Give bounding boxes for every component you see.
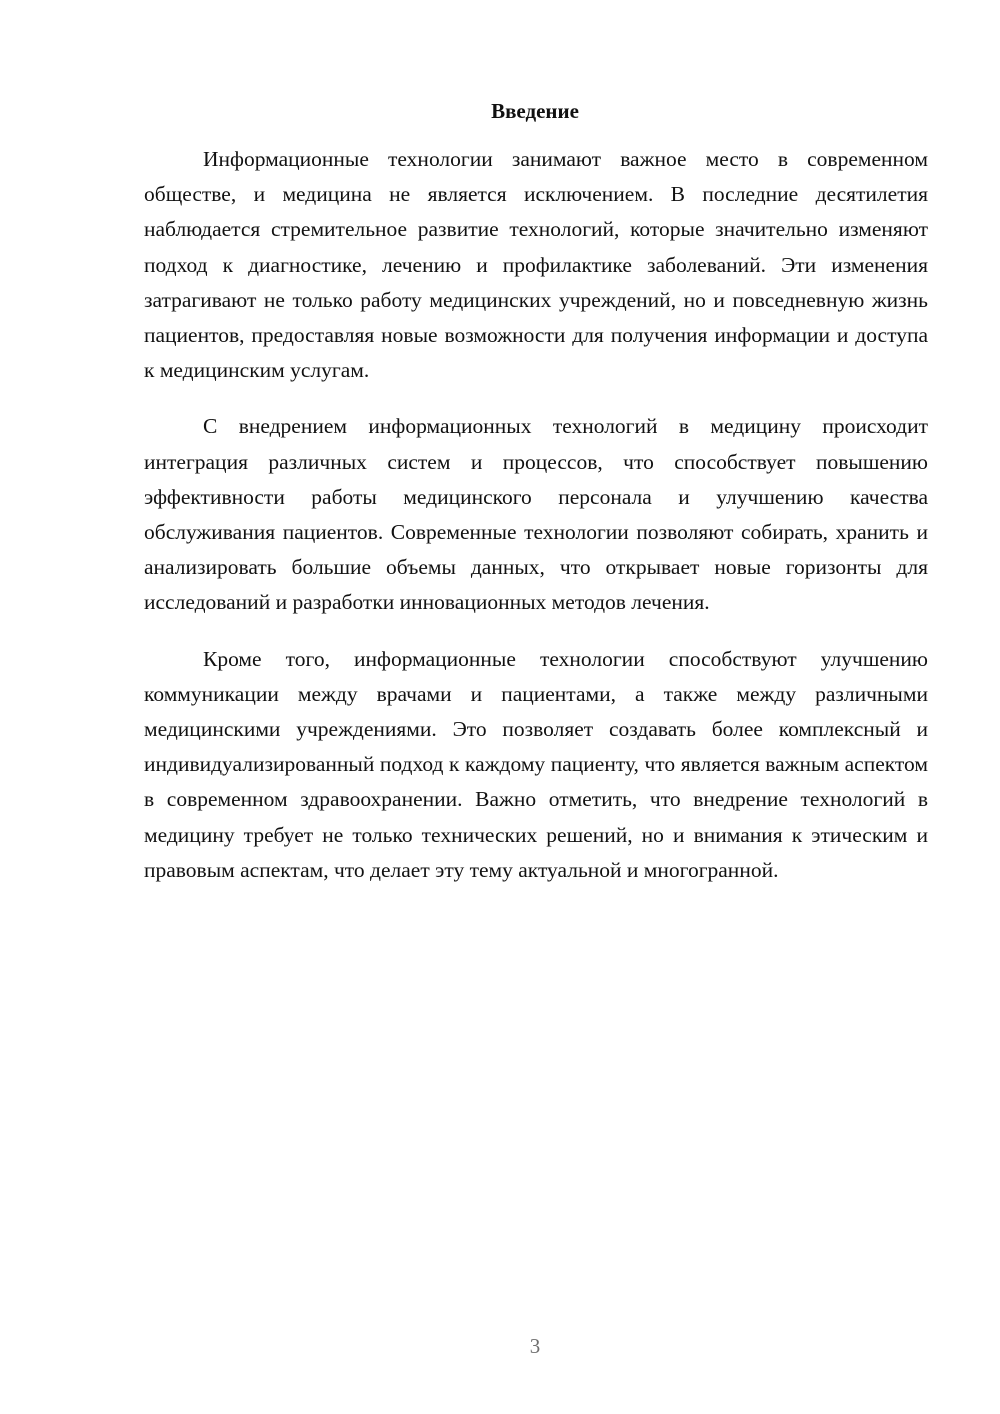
page-number: 3 (529, 1334, 541, 1358)
section-heading: Введение (491, 99, 579, 123)
paragraph-1: Информационные технологии занимают важное место в современном обществе, и медицина не является исключением. В последние десятилетия наблюдается стремительное развитие технологий, которые значительно изменяют подход к диагностике, лечению и профилактике заболеваний. Эти изменения затрагивают не только работу медицинских учреждений, но и повседневную жизнь пациентов, предоставляя новые возможности для получения информации и доступа к медицинским услугам. (144, 147, 928, 383)
body-text (144, 142, 928, 909)
paragraph-3: Кроме того, информационные технологии способствуют улучшению коммуникации между врачами и пациентами, а также между различными медицинскими учреждениями. Это позволяет создавать более комплексный и индивидуализированный подход к каждому пациенту, что является важным аспектом в современном здравоохранении. Важно отметить, что внедрение технологий в медицину требует не только технических решений, но и внимания к этическим и правовым аспектам, что делает эту тему актуальной и многогранной. (144, 646, 928, 882)
paragraph-2: С внедрением информационных технологий в медицину происходит интеграция различных систем и процессов, что способствует повышению эффективности работы медицинского персонала и улучшению качества обслуживания пациентов. Современные технологии позволяют собирать, хранить и анализировать большие объемы данных, что открывает новые горизонты для исследований и разработки инновационных методов лечения. (144, 414, 928, 615)
